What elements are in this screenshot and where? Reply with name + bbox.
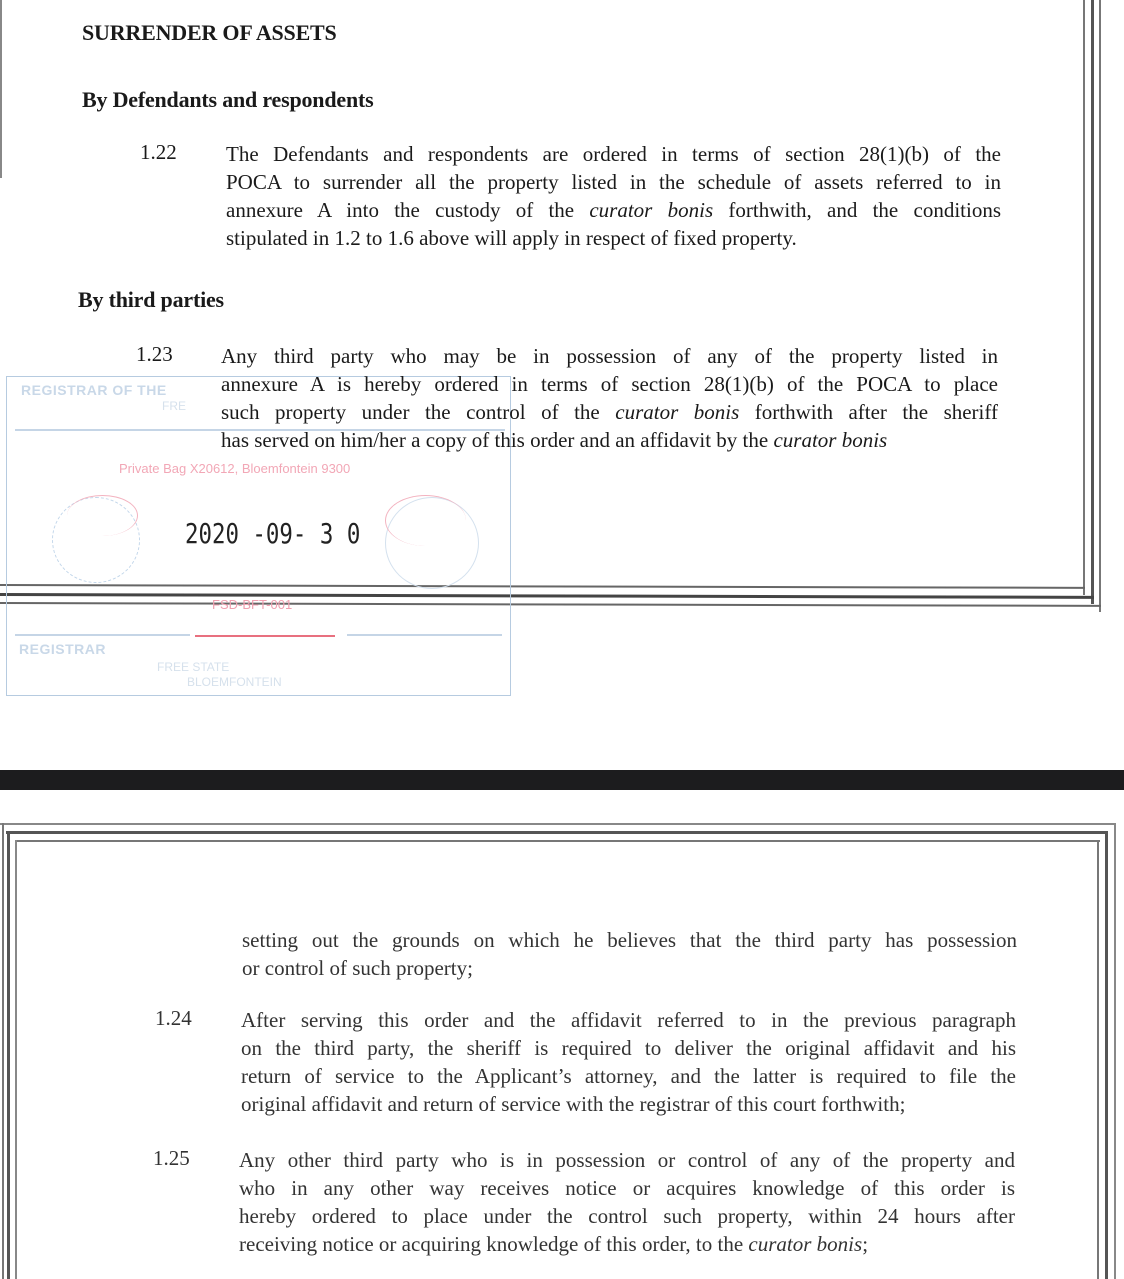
paragraph-line: [221, 426, 998, 454]
paragraph-continuation: [242, 926, 1017, 982]
paragraph-line: [221, 398, 998, 426]
paragraph-line: [226, 196, 1001, 224]
paragraph-1-25: [239, 1146, 1015, 1258]
page-border-right: [1097, 840, 1099, 1279]
paragraph-line: original affidavit and return of service with the registrar of this court forthwith;: [241, 1092, 906, 1116]
page-border-top: [15, 840, 1100, 842]
paragraph-1-22: [226, 140, 1001, 252]
seal-right-red-arc-icon: [385, 495, 466, 546]
italic-term: curator bonis: [748, 1232, 863, 1256]
seal-left-red-arc-icon: [67, 495, 138, 536]
paragraph-1-23: [221, 342, 998, 454]
page-border-right: [1091, 0, 1094, 604]
page-separator: [0, 770, 1124, 790]
paragraph-line: setting out the grounds on which he believes that the third party has possession: [242, 928, 1017, 952]
stamp-faint-text: FREE STATE: [157, 660, 230, 674]
paragraph-number: 1.25: [153, 1146, 190, 1170]
italic-term: curator bonis: [773, 428, 888, 452]
stamp-date: 2020 -09- 3 0: [185, 517, 361, 550]
stamp-code: FSD-BFT-001: [212, 597, 293, 612]
subheading-third-parties: By third parties: [78, 287, 224, 312]
paragraph-number: 1.24: [155, 1006, 192, 1030]
paragraph-line: Any third party who may be in possession of any of the property listed in: [221, 344, 998, 368]
subheading-defendants: By Defendants and respondents: [82, 87, 374, 112]
text-segment: such property under the control of the: [221, 400, 616, 424]
text-segment: forthwith, and the conditions: [713, 198, 1001, 222]
page-border-left: [0, 0, 2, 178]
page-border-right: [1105, 831, 1108, 1279]
paragraph-line: on the third party, the sheriff is required to deliver the original affidavit and his: [241, 1036, 1016, 1060]
stamp-faint-text: FRE: [162, 399, 186, 413]
stamp-registrar-top: REGISTRAR OF THE: [21, 382, 167, 398]
page-border-top: [6, 831, 1108, 834]
text-segment: annexure A into the custody of the: [226, 198, 590, 222]
paragraph-line: return of service to the Applicant’s attorney, and the latter is required to file the: [241, 1064, 1016, 1088]
paragraph-line: The Defendants and respondents are ordered in terms of section 28(1)(b) of the: [226, 142, 1001, 166]
page-border-right: [1099, 0, 1101, 612]
text-segment: has served on him/her a copy of this order and an affidavit by the: [221, 428, 774, 452]
paragraph-line: stipulated in 1.2 to 1.6 above will apply in respect of fixed property.: [226, 226, 797, 250]
paragraph-line: annexure A is hereby ordered in terms of section 28(1)(b) of the POCA to place: [221, 372, 998, 396]
stamp-divider: [15, 634, 190, 636]
paragraph-line: or control of such property;: [242, 956, 473, 980]
stamp-address: Private Bag X20612, Bloemfontein 9300: [119, 461, 351, 476]
italic-term: curator bonis: [615, 400, 740, 424]
page-border-left: [15, 840, 17, 1279]
page-border-right: [1114, 823, 1116, 1279]
stamp-divider: [347, 634, 502, 636]
stamp-signature-line: [195, 635, 335, 637]
paragraph-line: hereby ordered to place under the control such property, within 24 hours after: [239, 1204, 1015, 1228]
paragraph-1-24: [241, 1006, 1016, 1118]
page-border-left: [7, 831, 10, 1279]
page-border-top: [0, 823, 1116, 825]
italic-term: curator bonis: [589, 198, 714, 222]
paragraph-number: 1.22: [140, 140, 177, 164]
stamp-faint-text: BLOEMFONTEIN: [187, 675, 282, 689]
section-title: SURRENDER OF ASSETS: [82, 20, 337, 45]
paragraph-number: 1.23: [136, 342, 173, 366]
paragraph-line: [239, 1230, 1015, 1258]
text-segment: forthwith after the sheriff: [739, 400, 998, 424]
paragraph-line: After serving this order and the affidavit referred to in the previous paragraph: [241, 1008, 1016, 1032]
text-segment: ;: [862, 1232, 869, 1256]
paragraph-line: Any other third party who is in possession or control of any of the property and: [239, 1148, 1015, 1172]
paragraph-line: who in any other way receives notice or acquires knowledge of this order is: [239, 1176, 1015, 1200]
page-border-right: [1083, 0, 1085, 595]
paragraph-line: POCA to surrender all the property listed in the schedule of assets referred to in: [226, 170, 1001, 194]
text-segment: receiving notice or acquiring knowledge of this order, to the: [239, 1232, 749, 1256]
stamp-registrar-bottom: REGISTRAR: [19, 641, 106, 657]
page-border-left: [2, 823, 4, 1279]
